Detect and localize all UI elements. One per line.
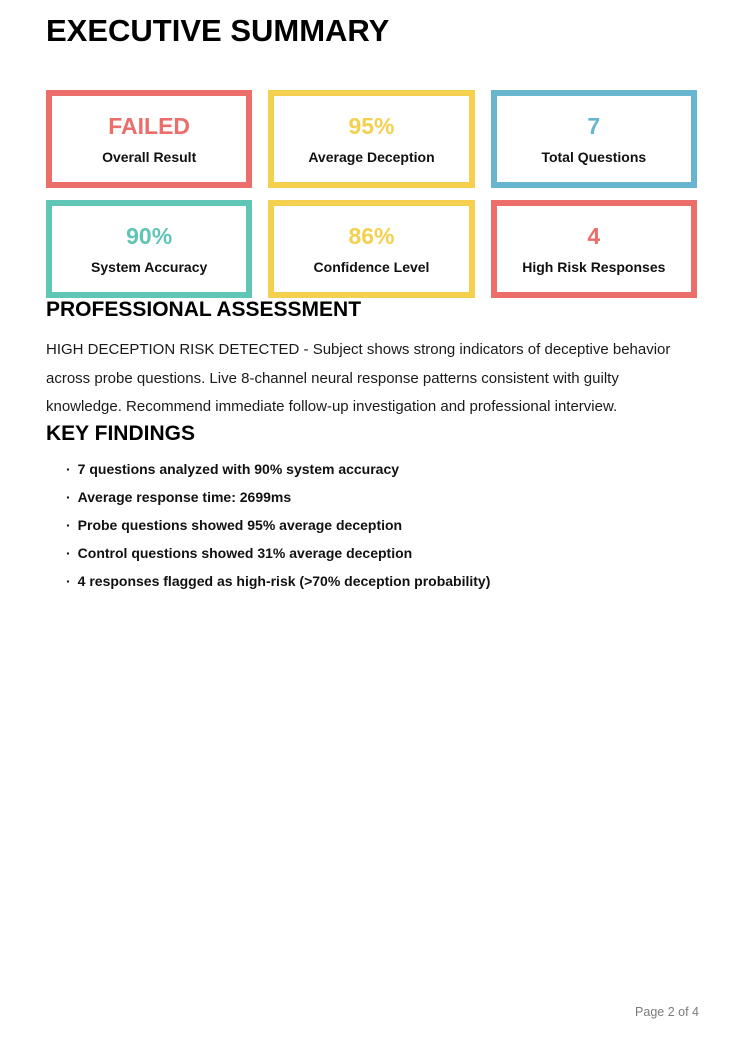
stat-card-label: Overall Result	[102, 148, 197, 165]
stat-card-value: 4	[587, 222, 601, 249]
stat-card-high-risk-responses	[491, 200, 697, 298]
stat-card-label: Average Deception	[308, 148, 435, 165]
key-finding-text: Control questions showed 31% average deception	[77, 544, 413, 561]
bullet-marker: ·	[66, 516, 71, 533]
stat-card-label: High Risk Responses	[522, 258, 666, 275]
stat-card-confidence-level	[268, 200, 474, 298]
professional-assessment-body: HIGH DECEPTION RISK DETECTED - Subject shows strong indicators of deceptive behavior across probe questions. Live 8-channel neural response patterns consistent with guilty knowledge. Recommend immediate follow-up investigation and professional interview.	[46, 341, 671, 415]
stat-card-label: Confidence Level	[313, 258, 430, 275]
bullet-marker: ·	[66, 488, 71, 505]
stat-card-value: 86%	[348, 222, 395, 249]
stat-card-value: 95%	[348, 112, 395, 139]
key-finding-text: Average response time: 2699ms	[77, 488, 292, 505]
stat-card-system-accuracy	[46, 200, 252, 298]
stat-card-label: System Accuracy	[91, 258, 208, 275]
stat-card-value: FAILED	[108, 112, 191, 139]
key-finding-item	[66, 518, 697, 533]
stat-card-overall-result	[46, 90, 252, 188]
stat-card-average-deception	[268, 90, 474, 188]
key-findings-list	[46, 462, 697, 589]
bullet-marker: ·	[66, 544, 71, 561]
stat-card-label: Total Questions	[541, 148, 647, 165]
key-finding-text: Probe questions showed 95% average deception	[77, 516, 403, 533]
stat-card-value: 90%	[126, 222, 173, 249]
bullet-marker: ·	[66, 572, 71, 589]
stat-card-value: 7	[587, 112, 601, 139]
key-finding-item	[66, 490, 697, 505]
key-findings-heading: KEY FINDINGS	[46, 421, 195, 445]
key-finding-text: 7 questions analyzed with 90% system accuracy	[77, 460, 400, 477]
bullet-marker: ·	[66, 460, 71, 477]
key-finding-item	[66, 546, 697, 561]
page-title: EXECUTIVE SUMMARY	[46, 13, 390, 48]
stat-card-total-questions	[491, 90, 697, 188]
key-finding-text: 4 responses flagged as high-risk (>70% deception probability)	[77, 572, 491, 589]
page-number: Page 2 of 4	[635, 1005, 699, 1019]
key-finding-item	[66, 462, 697, 477]
key-finding-item	[66, 574, 697, 589]
summary-cards-grid	[46, 90, 697, 298]
professional-assessment-heading: PROFESSIONAL ASSESSMENT	[46, 298, 362, 321]
